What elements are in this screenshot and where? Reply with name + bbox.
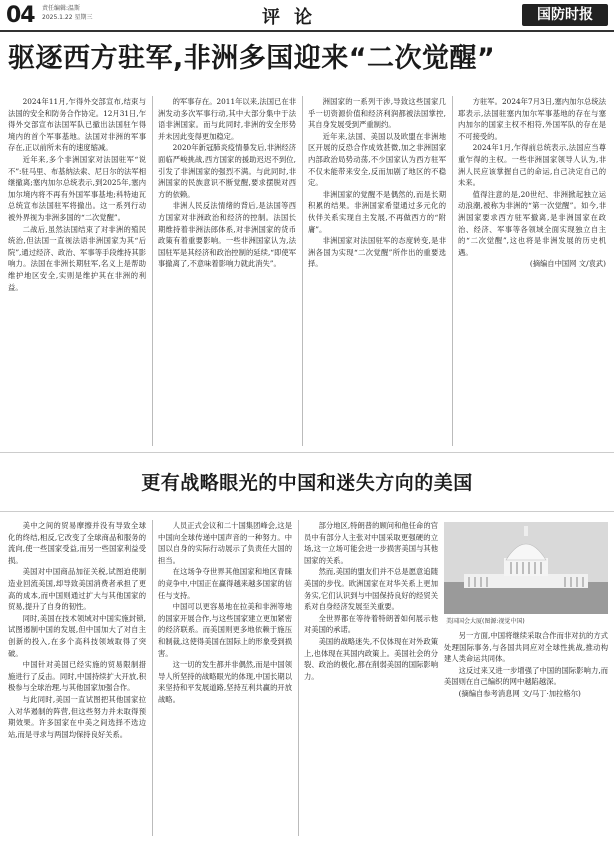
editor-line: 责任编辑:温斯 [42, 5, 81, 12]
paragraph: 中国可以更容易地在拉美和非洲等地的国家开展合作,与这些国家建立更加紧密的经济联系。而美国则更多地依赖于施压和制裁,这使得美国在国际上的形象受到损害。 [158, 602, 292, 658]
column-divider [298, 520, 299, 836]
paragraph: 近年来,多个非洲国家对法国驻军“说不”:驻马里、布基纳法索、尼日尔的法军相继撤离;塞内加尔总统表示,到2025年,塞内加尔境内将不再有外国军事基地;科特迪瓦总统宣布法国驻军将撤出。这一系列行动被外界视为非洲多国的“二次觉醒”。 [8, 154, 146, 222]
paragraph: 非洲国家的觉醒不是偶然的,而是长期积累的结果。非洲国家希望通过多元化的伙伴关系实现自主发展,不再做西方的“附庸”。 [308, 189, 446, 234]
paragraph: 美国对中国商品加征关税,试图迫使制造业回流美国,却导致美国消费者承担了更高的成本,而中国则通过扩大与其他国家的贸易,提升了自身的韧性。 [8, 567, 146, 612]
article2-column-4 [444, 630, 608, 838]
paragraph: 人员正式会议和二十国集团峰会,这是中国向全球传递中国声音的一种努力。中国以自身的实际行动展示了负责任大国的担当。 [158, 521, 292, 565]
paragraph: 美中之间的贸易摩擦并没有导致全球化的终结,相反,它改变了全球商品和服务的流向,使一些国家受益,而另一些国家利益受损。 [8, 521, 146, 565]
paragraph: 2020年新冠肺炎疫情暴发后,非洲经济面临严峻挑战,西方国家的援助迟迟不到位,引发了非洲国家的强烈不满。与此同时,非洲国家的民族意识不断觉醒,要求摆脱对西方的依赖。 [158, 143, 296, 199]
paragraph: 部分地区,特朗普的顾问和他任命的官员中有部分人主张对中国采取更强硬的立场,这一立场可能会进一步损害美国与其他国家的关系。 [304, 521, 438, 565]
paragraph: 2024年1月,乍得前总统表示,法国应当尊重乍得的主权。一些非洲国家领导人认为,非洲人民应该掌握自己的命运,自己决定自己的未来。 [458, 143, 606, 188]
newspaper-logo: 国防时报 [522, 4, 608, 26]
paragraph: 洲国家的一系列干涉,导致这些国家几乎一切资源价值和经济利润都被法国掌控,其自身发展受到严重制约。 [308, 97, 446, 130]
paragraph: 的军事存在。2011年以来,法国已在非洲发动多次军事行动,其中大部分集中于法语非洲国家。而与此同时,非洲的安全形势并未因此变得更加稳定。 [158, 97, 296, 141]
paragraph: 这一切的发生都并非偶然,而是中国领导人所坚持的战略眼光的体现,中国长期以来坚持和平发展道路,坚持互利共赢的开放战略。 [158, 660, 292, 704]
paragraph: 近年来,法国、美国以及欧盟在非洲地区开展的反恐合作成效甚微,加之非洲国家内部政治局势动荡,不少国家认为西方驻军不仅未能带来安全,反而加剧了地区的不稳定。 [308, 131, 446, 188]
paragraph: 方驻军。2024年7月3日,塞内加尔总统法耶表示,法国驻塞内加尔军事基地的存在与塞内加尔的国家主权不相符,外国军队的存在是不可接受的。 [458, 97, 606, 141]
paragraph: 然而,美国的盟友们并不总是愿意追随美国的步伐。欧洲国家在对华关系上更加务实,它们认识到与中国保持良好的经贸关系对自身经济发展至关重要。 [304, 567, 438, 612]
paragraph: 这反过来又进一步增强了中国的国际影响力,而美国则在自己编织的网中越陷越深。 [444, 665, 608, 687]
paragraph: 非洲国家对法国驻军的态度转变,是非洲各国为实现“二次觉醒”所作出的重要选择。 [308, 236, 446, 269]
paragraph: 与此同时,美国一直试图把其他国家拉入对华遏制的阵营,但这些努力并未取得预期效果。许多国家在中美之间选择不选边站,而是寻求与两国均保持良好关系。 [8, 694, 146, 739]
article1-column-1 [8, 96, 146, 448]
date-line: 2025.1.22 星期三 [42, 14, 93, 21]
source-note: (摘编自参考消息网 文/马丁·加拉格尔) [458, 688, 581, 698]
paragraph: 中国针对美国已经实施的贸易限制措施进行了反击。同时,中国持续扩大开放,积极参与全球治理,与其他国家加强合作。 [8, 660, 146, 693]
article2-column-1 [8, 520, 146, 838]
article1-column-2 [158, 96, 296, 448]
capitol-building-icon [444, 522, 608, 614]
paragraph: 美国的战略迷失,不仅体现在对外政策上,也体现在其国内政策上。美国社会的分裂、政治的极化,都在削弱美国的国际影响力。 [304, 636, 438, 681]
paragraph: 全世界都在等待着特朗普如何展示他对美国的承诺。 [304, 613, 438, 635]
column-divider [452, 96, 453, 446]
paragraph: 同时,美国在技术领域对中国实施封锁,试图遏制中国的发展,但中国加大了对自主创新的投入,在多个高科技领域取得了突破。 [8, 613, 146, 658]
column-divider [302, 96, 303, 446]
article1-headline: 驱逐西方驻军,非洲多国迎来“二次觉醒” [8, 43, 496, 74]
page-number: 04 [6, 3, 35, 28]
section-title: 评论 [262, 7, 326, 28]
editors-info [42, 4, 92, 22]
photo-caption: 美国国会大厦(图源:视觉中国) [446, 618, 525, 625]
paragraph: 二战后,虽然法国结束了对非洲的殖民统治,但法国一直视法语非洲国家为其“后院”,通过经济、政治、军事等手段维持其影响力。法国在非洲长期驻军,名义上是帮助维护地区安全,实则是维护其在非洲的利益。 [8, 224, 146, 292]
article1-column-3 [308, 96, 446, 448]
capitol-photo [444, 522, 608, 614]
paragraph: 非洲人民反法情绪的背后,是法国等西方国家对非洲政治和经济的控制。法国长期维持着非洲法郎体系,对非洲国家的货币政策有着重要影响。一些非洲国家认为,法国驻军是其经济和政治控制的延续,“即使军事撤离了,不意味着影响力就此消失”。 [158, 201, 296, 269]
paragraph: 另一方面,中国将继续采取合作而非对抗的方式处理国际事务,与各国共同应对全球性挑战,推动构建人类命运共同体。 [444, 631, 608, 664]
column-divider [152, 96, 153, 446]
article1-column-4 [458, 96, 606, 448]
article2-column-2 [158, 520, 292, 838]
paragraph: 2024年11月,乍得外交部宣布,结束与法国的安全和防务合作协定。12月31日,乍得外交部宣布法国军队已撤出法国驻乍得境内的首个军事基地。法国对非洲的军事存在,正以前所未有的速度缩减。 [8, 97, 146, 153]
article2-column-3 [304, 520, 438, 838]
paragraph: 在这场争夺世界其他国家和地区青睐的竞争中,中国正在赢得越来越多国家的信任与支持。 [158, 567, 292, 600]
page-header [0, 0, 614, 32]
article2-headline: 更有战略眼光的中国和迷失方向的美国 [141, 472, 473, 494]
source-note: (摘编自中国网 文/袁武) [529, 259, 606, 269]
column-divider [152, 520, 153, 836]
paragraph: 值得注意的是,20世纪、非洲掀起独立运动浪潮,被称为非洲的“第一次觉醒”。如今,非洲国家要求西方驻军撤离,是非洲国家在政治、经济、军事等各领域全面实现独立自主的“二次觉醒”,这也将是非洲发展的历史机遇。 [458, 189, 606, 257]
